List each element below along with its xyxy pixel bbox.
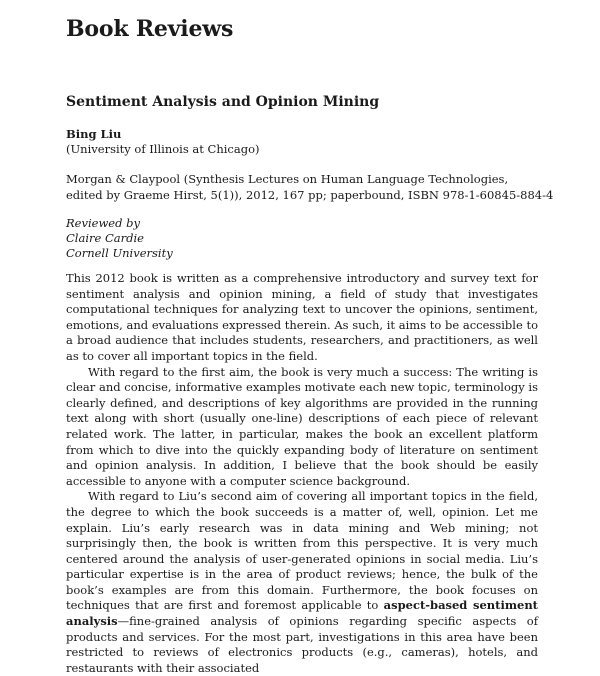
paragraph-3-text-a: With regard to Liu’s second aim of covering all important topics in the field, the degree to which the book succeeds is a matter of, well, opinion. Let me explain. Liu’s early research was in data mining and Web mining; not surprisingly then, the book is written from this perspective. It is very much centered around the analysis of user-generated opinions in social media. Liu’s particular expertise is in the area of product reviews; hence, the bulk of the book’s examples are from this domain. Furthermore, the book focuses on techniques that are first and foremost applicable to (66, 489, 538, 613)
publication-line-2: edited by Graeme Hirst, 5(1)), 2012, 167 pp; paperbound, ISBN 978-1-60845-884-4 (66, 188, 554, 202)
reviewer-name: Claire Cardie (66, 231, 144, 245)
reviewed-by-label: Reviewed by (66, 216, 140, 230)
publication-line-1: Morgan & Claypool (Synthesis Lectures on Human Language Technologies, (66, 172, 509, 186)
paragraph-1: This 2012 book is written as a comprehensive introductory and survey text for sentiment analysis and opinion mining, a field of study that investigates computational techniques for analyzing text to uncover the opinions, sentiment, emotions, and evaluations expressed therein. As such, it aims to be accessible to a broad audience that includes students, researchers, and practitioners, as well as to cover all important topics in the field. (66, 271, 538, 363)
section-title: Book Reviews (66, 16, 234, 42)
paragraph-2: With regard to the first aim, the book is very much a success: The writing is clear and concise, informative examples motivate each new topic, terminology is clearly defined, and descriptions of key algorithms are provided in the running text along with short (usually one-line) descriptions of each piece of relevant related work. The latter, in particular, makes the book an excellent platform from which to dive into the quickly expanding body of literature on sentiment and opinion analysis. In addition, I believe that the book should be easily accessible to anyone with a computer science background. (66, 364, 538, 488)
paragraph-3-text-b: —fine-grained analysis of opinions regarding specific aspects of products and services. For the most part, investigations in this area have been restricted to reviews of electronics products (e.g., cameras), hotels, and restaurants with their associated (66, 614, 538, 675)
paragraph-3 (66, 489, 538, 676)
author-affiliation: (University of Illinois at Chicago) (66, 142, 260, 156)
review-title: Sentiment Analysis and Opinion Mining (66, 94, 380, 110)
publication-details (66, 171, 553, 203)
reviewer-block (66, 216, 173, 261)
paragraph-3-bold-term: aspect-based sentiment analysis (66, 598, 538, 629)
book-author: Bing Liu (66, 127, 122, 141)
reviewer-affiliation: Cornell University (66, 246, 173, 260)
review-body (66, 271, 538, 676)
